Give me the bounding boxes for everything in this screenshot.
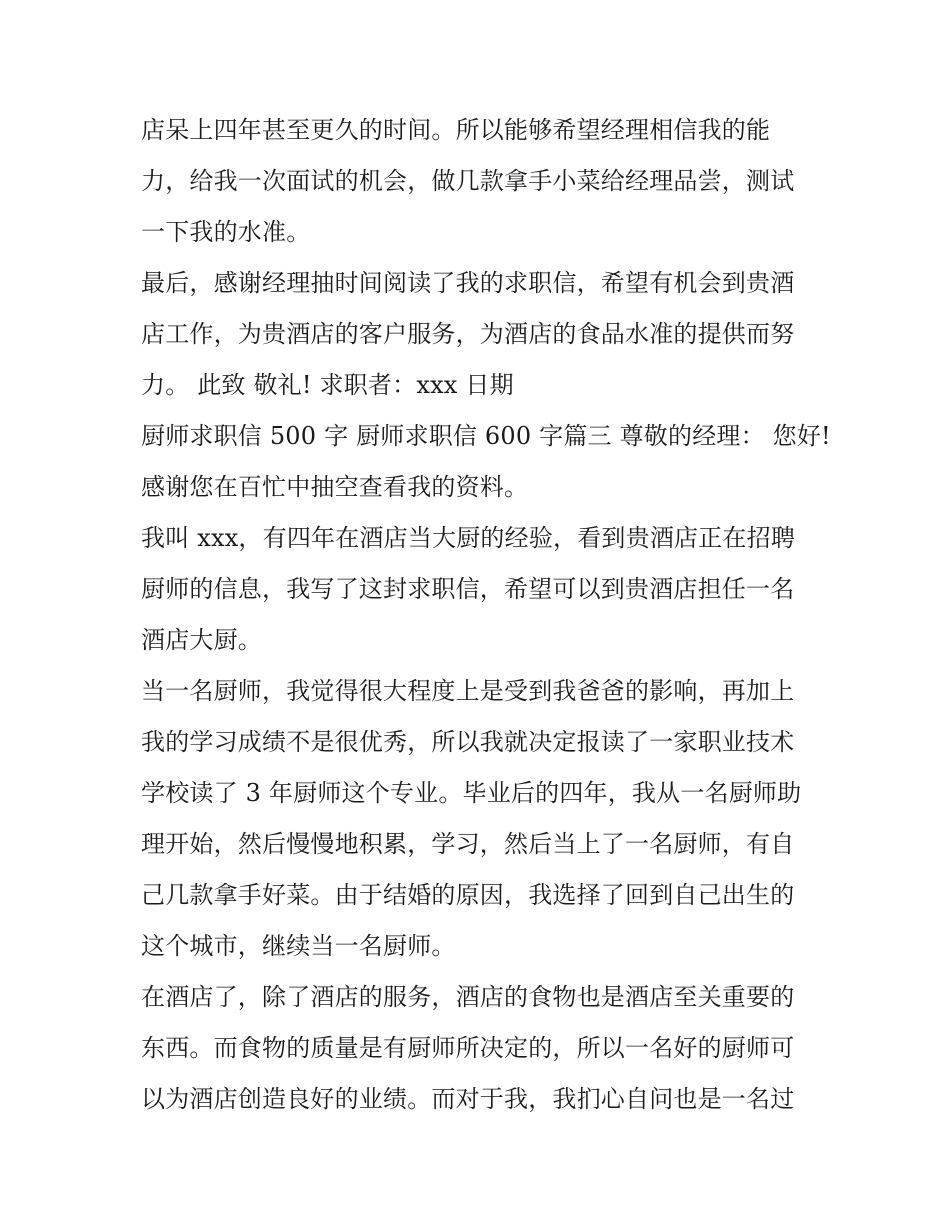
text-line: 力，给我一次面试的机会，做几款拿手小菜给经理品尝，测试: [141, 167, 795, 195]
text-line: 店工作，为贵酒店的客户服务，为酒店的食品水准的提供而努: [141, 320, 795, 348]
paragraph: [141, 972, 821, 1125]
body-text: [141, 105, 831, 1125]
paragraph: [141, 411, 831, 513]
text-line: 店呆上四年甚至更久的时间。所以能够希望经理相信我的能: [141, 116, 771, 144]
text-line: 以为酒店创造良好的业绩。而对于我，我扪心自问也是一名过: [141, 1085, 795, 1113]
text-line: 理开始，然后慢慢地积累，学习，然后当上了一名厨师，有自: [141, 830, 795, 858]
paragraph: [141, 666, 821, 972]
paragraph: [141, 258, 821, 411]
text-line: 感谢您在百忙中抽空查看我的资料。: [141, 473, 529, 501]
text-line: 这个城市，继续当一名厨师。: [141, 932, 456, 960]
text-line: 酒店大厨。: [141, 626, 262, 654]
text-line: 力。 此致 敬礼! 求职者：xxx 日期: [141, 371, 514, 399]
text-line: 学校读了 3 年厨师这个专业。毕业后的四年，我从一名厨师助: [141, 779, 802, 807]
text-line: 当一名厨师，我觉得很大程度上是受到我爸爸的影响，再加上: [141, 677, 795, 705]
text-line: 己几款拿手好菜。由于结婚的原因，我选择了回到自己出生的: [141, 881, 795, 909]
text-line: 厨师求职信 500 字 厨师求职信 600 字篇三 尊敬的经理： 您好!: [141, 422, 831, 450]
text-line: 最后，感谢经理抽时间阅读了我的求职信，希望有机会到贵酒: [141, 269, 795, 297]
text-line: 我的学习成绩不是很优秀，所以我就决定报读了一家职业技术: [141, 728, 795, 756]
text-line: 在酒店了，除了酒店的服务，酒店的食物也是酒店至关重要的: [141, 983, 795, 1011]
text-line: 东西。而食物的质量是有厨师所决定的，所以一名好的厨师可: [141, 1034, 795, 1062]
text-line: 厨师的信息，我写了这封求职信，希望可以到贵酒店担任一名: [141, 575, 795, 603]
paragraph: [141, 513, 821, 666]
text-line: 一下我的水准。: [141, 218, 311, 246]
paragraph: [141, 105, 821, 258]
text-line: 我叫 xxx，有四年在酒店当大厨的经验，看到贵酒店正在招聘: [141, 524, 796, 552]
